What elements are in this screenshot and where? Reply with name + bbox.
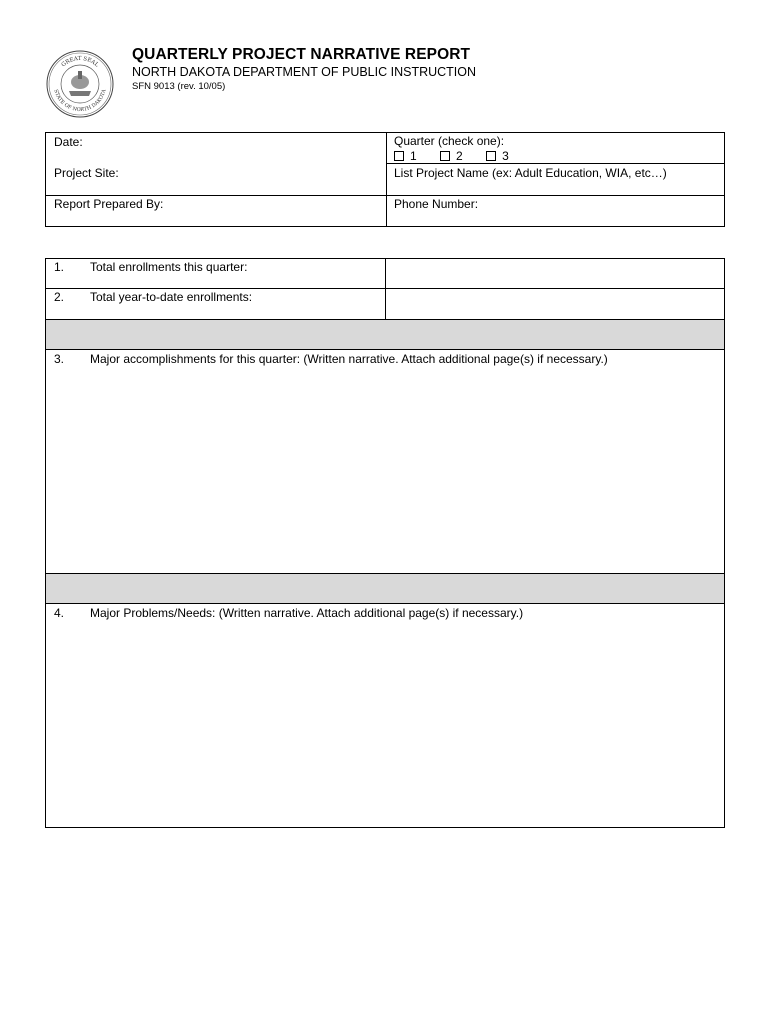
phone-number-field[interactable]: Phone Number: [394,197,479,211]
total-enrollments-ytd-label: Total year-to-date enrollments: [90,290,253,304]
svg-text:GREAT SEAL: GREAT SEAL [60,55,100,69]
quarter-option-2[interactable]: 2 [440,149,463,163]
form-number: SFN 9013 (rev. 10/05) [132,81,226,92]
major-accomplishments-label[interactable]: Major accomplishments for this quarter: (Written narrative. Attach additional page(s) if necessary.) [90,352,608,366]
row-line [45,288,725,289]
checkbox-icon[interactable] [394,151,404,161]
date-field[interactable]: Date: [54,135,83,149]
checkbox-icon[interactable] [486,151,496,161]
total-enrollments-quarter-label: Total enrollments this quarter: [90,260,248,274]
project-site-field[interactable]: Project Site: [54,166,119,180]
item-number-4: 4. [54,606,65,620]
checkbox-icon[interactable] [440,151,450,161]
shaded-separator [46,574,724,603]
department-name: NORTH DAKOTA DEPARTMENT OF PUBLIC INSTRUCTION [132,65,477,79]
item-number-2: 2. [54,290,65,304]
svg-text:STATE OF NORTH DAKOTA: STATE OF NORTH DAKOTA [52,88,108,114]
prepared-by-field[interactable]: Report Prepared By: [54,197,164,211]
quarter-option-3[interactable]: 3 [486,149,509,163]
project-name-field[interactable]: List Project Name (ex: Adult Education, WIA, etc…) [394,166,667,180]
info-row-line [45,195,725,196]
quarter-options [394,149,529,163]
info-row-line-right [386,163,725,164]
row-line [45,349,725,350]
quarter-label: Quarter (check one): [394,134,505,148]
item-number-1: 1. [54,260,65,274]
shaded-separator [46,320,724,349]
form-title: QUARTERLY PROJECT NARRATIVE REPORT [132,46,471,63]
info-divider [386,132,387,227]
enrollment-divider [385,258,386,320]
state-seal-logo [45,49,115,119]
item-number-3: 3. [54,352,65,366]
row-line [45,603,725,604]
quarter-option-1[interactable]: 1 [394,149,417,163]
major-problems-needs-label[interactable]: Major Problems/Needs: (Written narrative. Attach additional page(s) if necessary.) [90,606,524,620]
